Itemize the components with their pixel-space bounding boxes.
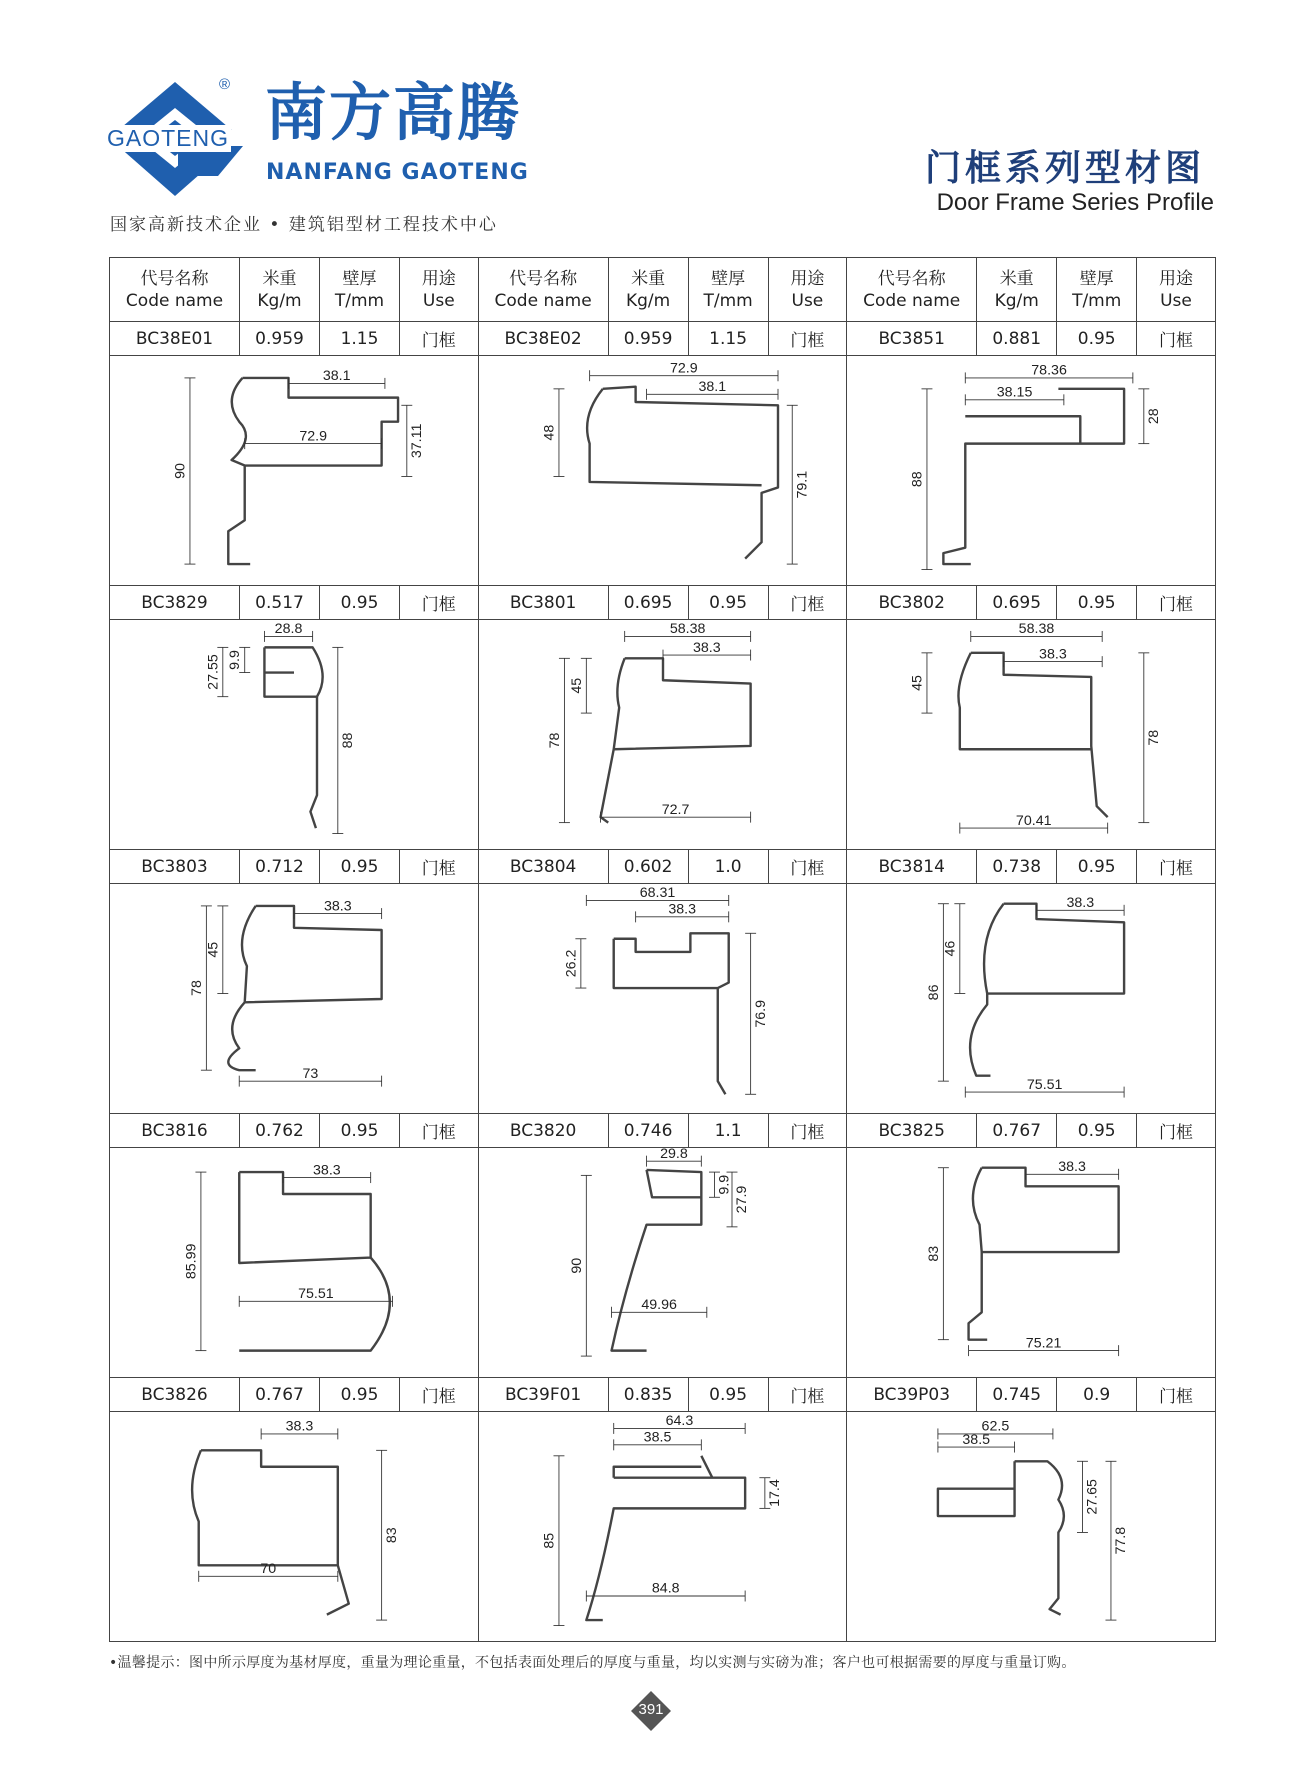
svg-text:88: 88: [340, 732, 357, 749]
profile-weight: 0.767: [240, 1378, 320, 1412]
svg-text:48: 48: [541, 424, 558, 441]
profile-code: BC39F01: [479, 1378, 609, 1412]
svg-text:88: 88: [909, 471, 926, 488]
header-code: 代号名称 Code name: [110, 258, 240, 322]
profile-code: BC3802: [847, 586, 977, 620]
profile-drawing-bc3816: [110, 1148, 479, 1378]
profile-weight: 0.959: [609, 322, 689, 356]
profile-thickness: 0.95: [320, 1378, 400, 1412]
svg-text:75.51: 75.51: [298, 1286, 334, 1303]
svg-text:90: 90: [172, 463, 189, 479]
svg-text:9.9: 9.9: [716, 1174, 733, 1195]
svg-text:58.38: 58.38: [1018, 621, 1055, 638]
svg-text:38.1: 38.1: [322, 368, 351, 385]
profile-drawing-bc3826: [110, 1412, 479, 1642]
table-header-row: [110, 258, 1216, 322]
profile-section-drawing: [110, 1412, 478, 1642]
profile-code: BC3804: [479, 850, 609, 884]
svg-text:75.21: 75.21: [1025, 1335, 1062, 1352]
svg-text:38.3: 38.3: [1066, 895, 1095, 911]
profile-thickness: 0.95: [1057, 1114, 1137, 1148]
svg-text:28.8: 28.8: [274, 621, 303, 638]
profile-drawing-row: [110, 356, 1216, 586]
profile-use: 门框: [400, 850, 479, 884]
profile-section-drawing: [847, 1148, 1215, 1378]
header-use: 用途 Use: [400, 258, 479, 322]
profile-drawing-bc3804: [479, 884, 848, 1114]
svg-text:84.8: 84.8: [651, 1580, 680, 1597]
profile-use: 门框: [1137, 1114, 1216, 1148]
profile-weight: 0.517: [240, 586, 320, 620]
svg-text:78.36: 78.36: [1031, 362, 1068, 379]
profile-drawing-bc3829: [110, 620, 479, 850]
svg-text:45: 45: [909, 675, 926, 691]
profile-drawing-bc3802: [847, 620, 1216, 850]
profile-section-drawing: [479, 356, 847, 586]
profile-thickness: 0.95: [1057, 850, 1137, 884]
svg-text:86: 86: [926, 984, 943, 1001]
svg-text:17.4: 17.4: [766, 1479, 783, 1507]
profile-use: 门框: [1137, 1378, 1216, 1412]
svg-text:78: 78: [1146, 729, 1163, 746]
header-thickness: 壁厚 T/mm: [320, 258, 400, 322]
profile-use: 门框: [769, 850, 848, 884]
profile-section-drawing: [847, 356, 1215, 586]
profile-section-drawing: [847, 620, 1215, 850]
svg-text:38.3: 38.3: [313, 1162, 341, 1179]
profile-drawing-bc3851: [847, 356, 1216, 586]
profile-section-drawing: [847, 884, 1215, 1114]
registered-mark: ®: [219, 76, 231, 93]
profile-code: BC3816: [110, 1114, 240, 1148]
svg-text:83: 83: [383, 1527, 400, 1544]
profile-weight: 0.881: [977, 322, 1057, 356]
profile-use: 门框: [1137, 322, 1216, 356]
svg-text:83: 83: [926, 1245, 943, 1262]
svg-text:38.15: 38.15: [996, 384, 1033, 401]
svg-text:29.8: 29.8: [659, 1148, 688, 1162]
profile-section-drawing: [479, 884, 847, 1114]
svg-text:38.1: 38.1: [698, 379, 726, 396]
profile-section-drawing: [479, 1412, 847, 1642]
svg-text:45: 45: [205, 941, 222, 958]
profile-drawing-bc3814: [847, 884, 1216, 1114]
svg-text:9.9: 9.9: [227, 650, 244, 670]
header-code: 代号名称 Code name: [479, 258, 609, 322]
svg-text:45: 45: [568, 677, 585, 694]
svg-text:38.5: 38.5: [962, 1431, 991, 1448]
svg-text:38.3: 38.3: [692, 639, 721, 656]
profile-weight: 0.712: [240, 850, 320, 884]
svg-text:85.99: 85.99: [183, 1243, 200, 1280]
header-use: 用途 Use: [1137, 258, 1216, 322]
profile-weight: 0.835: [609, 1378, 689, 1412]
svg-text:76.9: 76.9: [752, 999, 769, 1028]
svg-text:70: 70: [260, 1561, 277, 1577]
svg-text:38.3: 38.3: [1039, 646, 1067, 663]
profile-weight: 0.738: [977, 850, 1057, 884]
profile-drawing-row: [110, 620, 1216, 850]
brand-name-en: NANFANG GAOTENG: [266, 160, 529, 185]
profile-drawing-bc38e01: [110, 356, 479, 586]
svg-text:49.96: 49.96: [640, 1297, 677, 1313]
profile-drawing-bc3803: [110, 884, 479, 1114]
svg-text:27.9: 27.9: [733, 1185, 750, 1214]
logo-wordmark: GAOTENG: [107, 125, 230, 151]
profile-thickness: 0.95: [1057, 586, 1137, 620]
profile-weight: 0.745: [977, 1378, 1057, 1412]
profile-use: 门框: [400, 586, 479, 620]
profile-use: 门框: [769, 1114, 848, 1148]
profile-code: BC3814: [847, 850, 977, 884]
profile-drawing-row: [110, 1148, 1216, 1378]
profile-info-row: [110, 586, 1216, 620]
svg-text:26.2: 26.2: [562, 949, 579, 978]
profile-use: 门框: [1137, 586, 1216, 620]
profile-drawing-row: [110, 884, 1216, 1114]
profile-code: BC3803: [110, 850, 240, 884]
profile-thickness: 1.0: [689, 850, 769, 884]
profile-use: 门框: [400, 1378, 479, 1412]
profile-weight: 0.767: [977, 1114, 1057, 1148]
svg-text:70.41: 70.41: [1016, 812, 1052, 829]
profile-table: [109, 257, 1216, 1642]
profile-section-drawing: [110, 620, 478, 850]
svg-text:28: 28: [1146, 408, 1163, 425]
svg-text:38.3: 38.3: [667, 901, 696, 918]
profile-drawing-bc3820: [479, 1148, 848, 1378]
profile-code: BC3826: [110, 1378, 240, 1412]
profile-use: 门框: [1137, 850, 1216, 884]
svg-text:79.1: 79.1: [794, 470, 811, 499]
svg-text:72.9: 72.9: [669, 360, 698, 377]
profile-section-drawing: [110, 1148, 478, 1378]
profile-info-row: [110, 850, 1216, 884]
brand-tagline: 国家高新技术企业 • 建筑铝型材工程技术中心: [110, 215, 498, 235]
svg-text:72.9: 72.9: [299, 428, 328, 445]
profile-code: BC3851: [847, 322, 977, 356]
svg-text:72.7: 72.7: [661, 801, 690, 818]
profile-weight: 0.762: [240, 1114, 320, 1148]
header-code: 代号名称 Code name: [847, 258, 977, 322]
header-thickness: 壁厚 T/mm: [1057, 258, 1137, 322]
profile-drawing-bc3801: [479, 620, 848, 850]
page-title-en: Door Frame Series Profile: [936, 189, 1214, 216]
profile-code: BC3820: [479, 1114, 609, 1148]
profile-thickness: 0.95: [320, 1114, 400, 1148]
profile-thickness: 0.95: [1057, 322, 1137, 356]
svg-text:62.5: 62.5: [981, 1418, 1010, 1435]
profile-weight: 0.695: [609, 586, 689, 620]
page-title-cn: 门框系列型材图: [924, 148, 1205, 189]
svg-text:38.3: 38.3: [323, 898, 352, 915]
svg-text:38.3: 38.3: [1058, 1159, 1087, 1175]
profile-code: BC38E01: [110, 322, 240, 356]
svg-text:68.31: 68.31: [639, 885, 675, 902]
page-number: 391: [638, 1701, 664, 1718]
profile-drawing-row: [110, 1412, 1216, 1642]
profile-thickness: 0.95: [320, 850, 400, 884]
svg-text:27.55: 27.55: [205, 654, 222, 690]
profile-thickness: 0.95: [320, 586, 400, 620]
footnote: •温馨提示：图中所示厚度为基材厚度，重量为理论重量，不包括表面处理后的厚度与重量，均以实测与实磅为准；客户也可根据需要的厚度与重量订购。: [109, 1655, 1076, 1671]
svg-text:46: 46: [942, 940, 959, 957]
profile-use: 门框: [400, 322, 479, 356]
header-thickness: 壁厚 T/mm: [689, 258, 769, 322]
profile-use: 门框: [769, 586, 848, 620]
svg-text:58.38: 58.38: [669, 621, 706, 638]
svg-text:77.8: 77.8: [1113, 1526, 1130, 1555]
svg-text:38.5: 38.5: [643, 1429, 671, 1446]
profile-thickness: 1.1: [689, 1114, 769, 1148]
profile-info-row: [110, 322, 1216, 356]
svg-text:64.3: 64.3: [665, 1413, 693, 1430]
header-use: 用途 Use: [769, 258, 848, 322]
svg-text:27.65: 27.65: [1084, 1479, 1101, 1515]
profile-thickness: 0.95: [689, 1378, 769, 1412]
profile-weight: 0.602: [609, 850, 689, 884]
svg-text:78: 78: [188, 980, 205, 996]
profile-drawing-bc39p03: [847, 1412, 1216, 1642]
profile-thickness: 0.95: [689, 586, 769, 620]
profile-weight: 0.746: [609, 1114, 689, 1148]
svg-text:85: 85: [541, 1532, 558, 1549]
profile-code: BC3829: [110, 586, 240, 620]
profile-use: 门框: [769, 322, 848, 356]
brand-name-cn: 南方高腾: [265, 76, 522, 149]
profile-section-drawing: [479, 1148, 847, 1378]
profile-drawing-bc38e02: [479, 356, 848, 586]
profile-code: BC38E02: [479, 322, 609, 356]
page-header: [0, 0, 1300, 240]
page-number-badge: [630, 1690, 672, 1732]
profile-use: 门框: [400, 1114, 479, 1148]
header-weight: 米重 Kg/m: [609, 258, 689, 322]
profile-thickness: 1.15: [320, 322, 400, 356]
profile-drawing-bc39f01: [479, 1412, 848, 1642]
profile-section-drawing: [847, 1412, 1215, 1642]
profile-use: 门框: [769, 1378, 848, 1412]
header-weight: 米重 Kg/m: [240, 258, 320, 322]
profile-weight: 0.695: [977, 586, 1057, 620]
profile-weight: 0.959: [240, 322, 320, 356]
svg-text:90: 90: [568, 1257, 585, 1274]
svg-text:38.3: 38.3: [285, 1418, 314, 1435]
profile-code: BC39P03: [847, 1378, 977, 1412]
profile-thickness: 0.9: [1057, 1378, 1137, 1412]
profile-code: BC3825: [847, 1114, 977, 1148]
svg-text:37.11: 37.11: [409, 423, 426, 459]
header-weight: 米重 Kg/m: [977, 258, 1057, 322]
svg-text:73: 73: [302, 1065, 319, 1082]
profile-info-row: [110, 1114, 1216, 1148]
profile-section-drawing: [110, 356, 478, 586]
profile-info-row: [110, 1378, 1216, 1412]
svg-text:75.51: 75.51: [1027, 1076, 1063, 1093]
profile-section-drawing: [479, 620, 847, 850]
profile-code: BC3801: [479, 586, 609, 620]
svg-text:78: 78: [546, 732, 563, 749]
profile-drawing-bc3825: [847, 1148, 1216, 1378]
profile-thickness: 1.15: [689, 322, 769, 356]
profile-section-drawing: [110, 884, 478, 1114]
